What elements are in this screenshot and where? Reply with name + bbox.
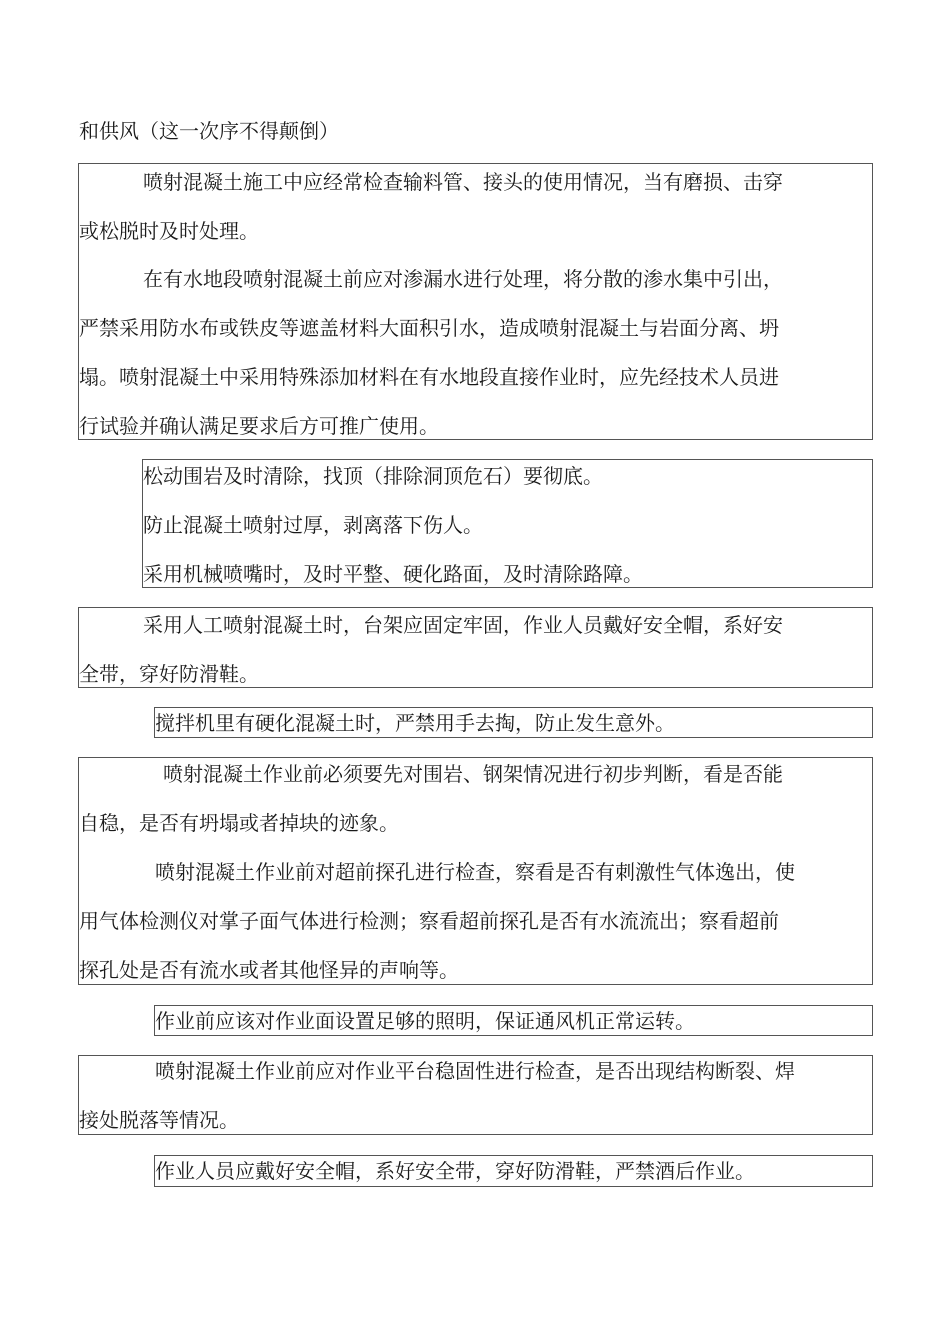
- block-4-line-2: 喷射混凝土作业前对超前探孔进行检查，察看是否有刺激性气体逸出，使: [155, 860, 795, 884]
- intro-text: 和供风（这一次序不得颠倒）: [79, 119, 339, 143]
- block-6-line-0: 喷射混凝土作业前应对作业平台稳固性进行检查，是否出现结构断裂、焊: [155, 1059, 795, 1083]
- block-5-line-0: 作业前应该对作业面设置足够的照明，保证通风机正常运转。: [155, 1009, 695, 1033]
- block-2-line-0: 采用人工喷射混凝土时，台架应固定牢固，作业人员戴好安全帽，系好安: [143, 613, 783, 637]
- block-4-line-4: 探孔处是否有流水或者其他怪异的声响等。: [79, 958, 459, 982]
- block-1-line-0: 松动围岩及时清除，找顶（排除洞顶危石）要彻底。: [143, 464, 603, 488]
- block-4-line-0: 喷射混凝土作业前必须要先对围岩、钢架情况进行初步判断，看是否能: [163, 762, 783, 786]
- block-0-line-3: 严禁采用防水布或铁皮等遮盖材料大面积引水，造成喷射混凝土与岩面分离、坍: [79, 316, 779, 340]
- block-3-line-0: 搅拌机里有硬化混凝土时，严禁用手去掏，防止发生意外。: [155, 711, 675, 735]
- block-0-line-2: 在有水地段喷射混凝土前应对渗漏水进行处理，将分散的渗水集中引出，: [143, 267, 783, 291]
- block-4-line-1: 自稳，是否有坍塌或者掉块的迹象。: [79, 811, 399, 835]
- block-shotcrete-pipe-and-seepage: [78, 163, 873, 440]
- block-1-line-1: 防止混凝土喷射过厚，剥离落下伤人。: [143, 513, 483, 537]
- block-1-line-2: 采用机械喷嘴时，及时平整、硬化路面，及时清除路障。: [143, 562, 643, 586]
- margin-tick: [78, 247, 79, 261]
- block-0-line-5: 行试验并确认满足要求后方可推广使用。: [79, 414, 439, 438]
- margin-tick: [78, 838, 79, 852]
- block-0-line-1: 或松脱时及时处理。: [79, 219, 259, 243]
- block-6-line-1: 接处脱落等情况。: [79, 1108, 239, 1132]
- block-0-line-0: 喷射混凝土施工中应经常检查输料管、接头的使用情况，当有磨损、击穿: [143, 170, 783, 194]
- block-4-line-3: 用气体检测仪对掌子面气体进行检测；察看超前探孔是否有水流流出；察看超前: [79, 909, 779, 933]
- block-7-line-0: 作业人员应戴好安全帽，系好安全带，穿好防滑鞋，严禁酒后作业。: [155, 1159, 755, 1183]
- block-2-line-1: 全带，穿好防滑鞋。: [79, 662, 259, 686]
- block-0-line-4: 塌。喷射混凝土中采用特殊添加材料在有水地段直接作业时，应先经技术人员进: [79, 365, 779, 389]
